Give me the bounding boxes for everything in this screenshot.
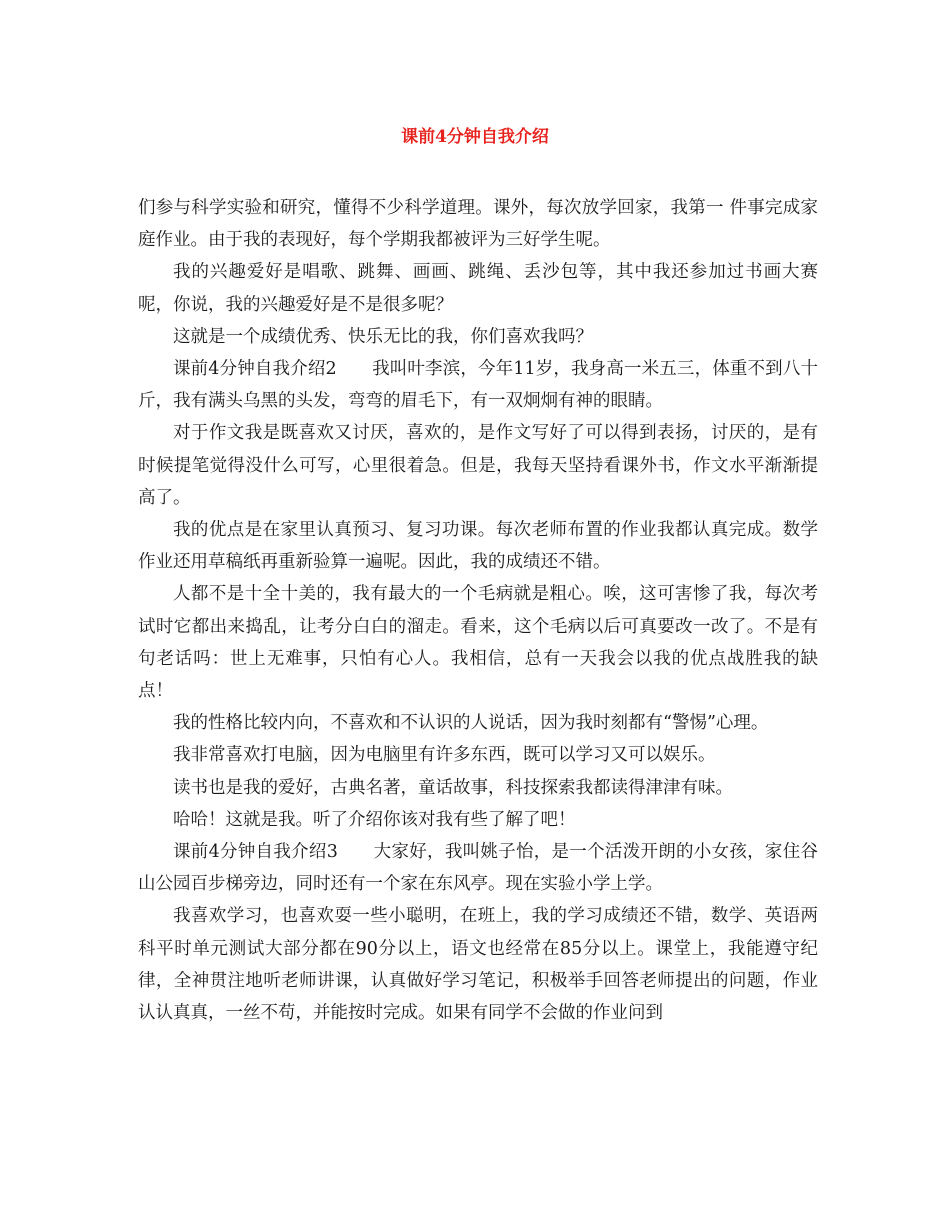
paragraph: 这就是一个成绩优秀、快乐无比的我，你们喜欢我吗？: [173, 326, 593, 347]
paragraph: 我非常喜欢打电脑，因为电脑里有许多东西，既可以学习又可以娱乐。: [173, 745, 716, 766]
paragraph: 我的兴趣爱好是唱歌、跳舞、画画、跳绳、丢沙包等，其中我还参加过书画大赛呢，你说，我的兴趣爱好是不是很多呢？: [138, 262, 818, 315]
paragraph: 我喜欢学习，也喜欢耍一些小聪明，在班上，我的学习成绩还不错，数学、英语两科平时单元测试大部分都在90分以上，语文也经常在85分以上。课堂上，我能遵守纪律，全神贯注地听老师讲课，认真做好学习笔记，积极举手回答老师提出的问题，作业认认真真，一丝不苟，并能按时完成。如果有同学不会做的作业问到: [138, 906, 818, 1024]
paragraph: 人都不是十全十美的，我有最大的一个毛病就是粗心。唉，这可害惨了我，每次考试时它都出来捣乱，让考分白白的溜走。看来，这个毛病以后可真要改一改了。不是有句老话吗：世上无难事，只怕有心人。我相信，总有一天我会以我的优点战胜我的缺点！: [138, 584, 818, 702]
paragraph-continued: 们参与科学实验和研究，懂得不少科学道理。课外，每次放学回家，我第一 件事完成家庭作业。由于我的表现好，每个学期我都被评为三好学生呢。: [138, 198, 818, 251]
paragraph: 我的优点是在家里认真预习、复习功课。每次老师布置的作业我都认真完成。数学作业还用草稿纸再重新验算一遍呢。因此，我的成绩还不错。: [138, 520, 818, 573]
paragraph: 读书也是我的爱好，古典名著，童话故事，科技探索我都读得津津有味。: [173, 777, 733, 798]
paragraph: 课前4分钟自我介绍2 我叫叶李滨，今年11岁，我身高一米五三，体重不到八十斤，我有满头乌黑的头发，弯弯的眉毛下，有一双炯炯有神的眼睛。: [138, 359, 818, 412]
paragraph: 哈哈！这就是我。听了介绍你该对我有些了解了吧！: [173, 809, 576, 830]
paragraph: 我的性格比较内向，不喜欢和不认识的人说话，因为我时刻都有“警惕”心理。: [173, 713, 769, 734]
paragraph: 课前4分钟自我介绍3 大家好，我叫姚子怡，是一个活泼开朗的小女孩，家住谷山公园百步梯旁边，同时还有一个家在东风亭。现在实验小学上学。: [138, 842, 818, 895]
paragraph: 对于作文我是既喜欢又讨厌，喜欢的，是作文写好了可以得到表扬，讨厌的，是有时候提笔觉得没什么可写，心里很着急。但是，我每天坚持看课外书，作文水平渐渐提高了。: [138, 423, 818, 508]
document-title: 课前4分钟自我介绍: [401, 127, 549, 147]
document-body: [138, 192, 818, 1029]
